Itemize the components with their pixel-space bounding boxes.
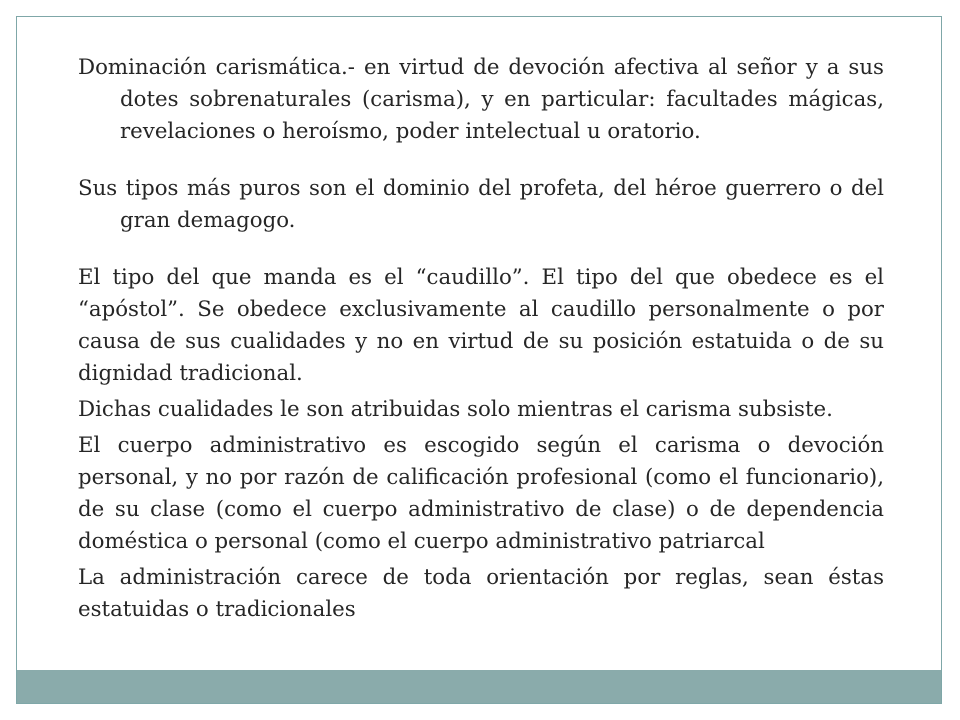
paragraph-charismatic-domination: Dominación carismática.- en virtud de devoción afectiva al señor y a sus dotes sobrenaturales (carisma), y en particular: facultades mágicas, revelaciones o heroísmo, poder intelectual u oratorio. bbox=[78, 55, 884, 144]
paragraph-pure-types: Sus tipos más puros son el dominio del profeta, del héroe guerrero o del gran demagogo. bbox=[78, 176, 884, 233]
slide-content bbox=[78, 52, 884, 626]
paragraph-administration-rules: La administración carece de toda orientación por reglas, sean éstas estatuidas o tradicionales bbox=[78, 565, 884, 622]
footer-bar bbox=[17, 670, 941, 703]
paragraph-administrative-body: El cuerpo administrativo es escogido según el carisma o devoción personal, y no por razón de calificación profesional (como el funcionario), de su clase (como el cuerpo administrativo de clase) o de dependencia doméstica o personal (como el cuerpo administrativo patriarcal bbox=[78, 433, 884, 554]
paragraph-caudillo-apostle: El tipo del que manda es el “caudillo”. El tipo del que obedece es el “apóstol”. Se obedece exclusivamente al caudillo personalmente o por causa de sus cualidades y no en virtud de su posición estatuida o de su dignidad tradicional. bbox=[78, 265, 884, 386]
paragraph-qualities: Dichas cualidades le son atribuidas solo mientras el carisma subsiste. bbox=[78, 397, 833, 422]
